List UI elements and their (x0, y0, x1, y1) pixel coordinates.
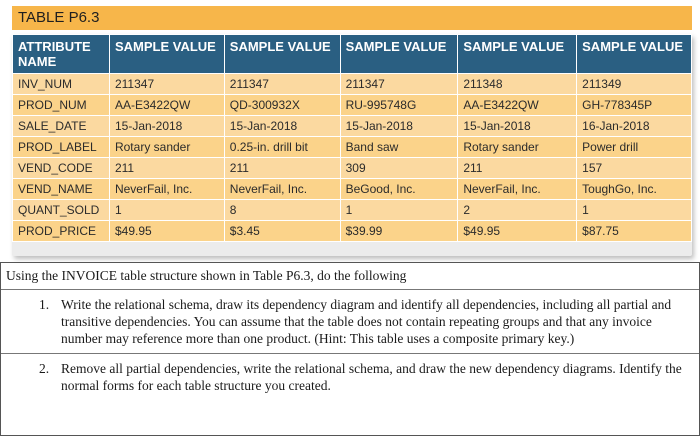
value-cell: 0.25-in. drill bit (224, 137, 340, 158)
attribute-cell: QUANT_SOLD (13, 200, 110, 221)
attribute-cell: VEND_NAME (13, 179, 110, 200)
value-cell: RU-995748G (340, 95, 458, 116)
questions-intro: Using the INVOICE table structure shown in Table P6.3, do the following (1, 263, 699, 290)
value-cell: NeverFail, Inc. (224, 179, 340, 200)
value-cell: Rotary sander (109, 137, 224, 158)
value-cell: 15-Jan-2018 (224, 116, 340, 137)
value-cell: 15-Jan-2018 (109, 116, 224, 137)
value-cell: $39.99 (340, 221, 458, 242)
value-cell: AA-E3422QW (458, 95, 577, 116)
table-row (13, 179, 692, 200)
attribute-cell: VEND_CODE (13, 158, 110, 179)
value-cell: Power drill (577, 137, 692, 158)
column-header: SAMPLE VALUE (577, 35, 692, 74)
value-cell: 157 (577, 158, 692, 179)
attribute-cell: PROD_NUM (13, 95, 110, 116)
value-cell: 211348 (458, 74, 577, 95)
column-header: ATTRIBUTE NAME (13, 35, 110, 74)
value-cell: $87.75 (577, 221, 692, 242)
question-item (1, 354, 699, 400)
value-cell: 1 (340, 200, 458, 221)
table-title: TABLE P6.3 (12, 6, 692, 30)
question-text: Remove all partial dependencies, write the relational schema, and draw the new dependency diagrams. Identify the normal forms for each table structure you created. (61, 361, 682, 393)
questions-box (0, 262, 700, 436)
attribute-cell: PROD_PRICE (13, 221, 110, 242)
value-cell: QD-300932X (224, 95, 340, 116)
table-row (13, 221, 692, 242)
invoice-table (12, 34, 692, 242)
value-cell: NeverFail, Inc. (109, 179, 224, 200)
value-cell: 1 (109, 200, 224, 221)
value-cell: 15-Jan-2018 (458, 116, 577, 137)
value-cell: 2 (458, 200, 577, 221)
value-cell: Band saw (340, 137, 458, 158)
table-row (13, 137, 692, 158)
column-header: SAMPLE VALUE (340, 35, 458, 74)
value-cell: $49.95 (458, 221, 577, 242)
value-cell: 1 (577, 200, 692, 221)
value-cell: $3.45 (224, 221, 340, 242)
table-header-row (13, 35, 692, 74)
table-row (13, 95, 692, 116)
attribute-cell: INV_NUM (13, 74, 110, 95)
attribute-cell: SALE_DATE (13, 116, 110, 137)
value-cell: ToughGo, Inc. (577, 179, 692, 200)
value-cell: 211349 (577, 74, 692, 95)
question-number: 1. (39, 297, 50, 312)
column-header: SAMPLE VALUE (224, 35, 340, 74)
value-cell: $49.95 (109, 221, 224, 242)
attribute-cell: PROD_LABEL (13, 137, 110, 158)
value-cell: GH-778345P (577, 95, 692, 116)
value-cell: 211 (458, 158, 577, 179)
value-cell: 211347 (109, 74, 224, 95)
table-row (13, 74, 692, 95)
value-cell: 211347 (340, 74, 458, 95)
value-cell: 211347 (224, 74, 340, 95)
table-row (13, 116, 692, 137)
table-row (13, 158, 692, 179)
column-header: SAMPLE VALUE (109, 35, 224, 74)
value-cell: BeGood, Inc. (340, 179, 458, 200)
question-text: Write the relational schema, draw its dependency diagram and identify all dependencies, including all partial and transitive dependencies. You can assume that the table does not contain repeating groups and that any invoice number may reference more than one product. (Hint: This table uses a composite primary key.) (61, 297, 672, 346)
value-cell: 15-Jan-2018 (340, 116, 458, 137)
value-cell: 211 (224, 158, 340, 179)
question-item (1, 290, 699, 354)
table-row (13, 200, 692, 221)
value-cell: Rotary sander (458, 137, 577, 158)
column-header: SAMPLE VALUE (458, 35, 577, 74)
value-cell: 309 (340, 158, 458, 179)
question-number: 2. (39, 361, 50, 376)
value-cell: 8 (224, 200, 340, 221)
value-cell: AA-E3422QW (109, 95, 224, 116)
value-cell: 211 (109, 158, 224, 179)
value-cell: 16-Jan-2018 (577, 116, 692, 137)
value-cell: NeverFail, Inc. (458, 179, 577, 200)
